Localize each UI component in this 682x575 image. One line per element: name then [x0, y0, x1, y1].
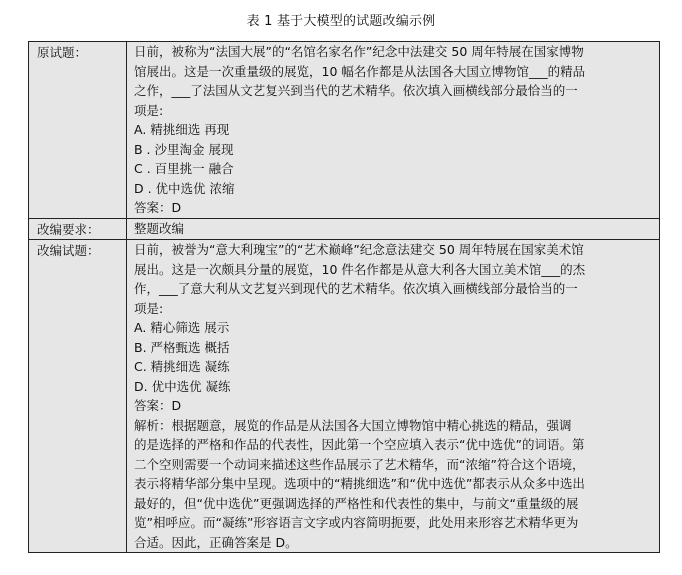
original-line: 项是: [134, 102, 164, 118]
exam-adaptation-table [28, 41, 660, 553]
adapted-line: 日前，被誉为“意大利瑰宝”的“艺术巅峰”纪念意法建交 50 周年特展在国家美术馆 [134, 242, 584, 257]
adapted-line: 项是: [134, 300, 164, 316]
original-line: 日前，被称为“法国大展”的“名馆名家名作”纪念中法建交 50 周年特展在国家博物 [134, 44, 584, 59]
original-answer: 答案：D [134, 200, 182, 215]
adapted-line: 作，___了意大利从文艺复兴到现代的艺术精华。依次填入画横线部分最恰当的一 [134, 281, 578, 296]
adapted-analysis-line: 合适。因此，正确答案是 D。 [134, 534, 298, 550]
original-option-b: B . 沙里淘金 展现 [134, 141, 234, 157]
requirement-label: 改编要求： [37, 221, 100, 237]
table-row-original [29, 42, 660, 219]
adapted-label: 改编试题： [37, 243, 100, 258]
original-line: 之作，___了法国从文艺复兴到当代的艺术精华。依次填入画横线部分最恰当的一 [134, 83, 578, 98]
original-label-cell [29, 42, 127, 219]
adapted-analysis-line: 表示将精华部分集中呈现。选项中的“精挑细选”和“优中选优”都表示从众多中选出 [134, 476, 585, 491]
original-option-a: A. 精挑细选 再现 [134, 122, 230, 137]
requirement-text: 整题改编 [134, 220, 185, 236]
original-option-d: D . 优中选优 浓缩 [134, 180, 235, 196]
adapted-option-c: C. 精挑细选 凝练 [134, 359, 230, 374]
requirement-content-cell [127, 218, 660, 240]
original-line: 馆展出。这是一次重量级的展览，10 幅名作都是从法国各大国立博物馆___的精品 [134, 63, 586, 79]
table-row-adapted [29, 240, 660, 553]
requirement-label-cell [29, 218, 127, 240]
adapted-analysis-line: 二个空则需要一个动词来描述这些作品展示了艺术精华，而“浓缩”符合这个语境， [134, 456, 585, 472]
adapted-option-a: A. 精心筛选 展示 [134, 320, 230, 335]
table-row-requirement [29, 218, 660, 240]
adapted-content-cell [127, 240, 660, 553]
adapted-option-b: B. 严格甄选 概括 [134, 339, 230, 355]
adapted-analysis-line: 解析：根据题意，展览的作品是从法国各大国立博物馆中精心挑选的精品，强调 [134, 417, 572, 433]
adapted-analysis-line: 览”相呼应。而“凝练”形容语言文字或内容简明扼要，此处用来形容艺术精华更为 [134, 515, 579, 530]
adapted-line: 展出。这是一次颇具分量的展览，10 件名作都是从意大利各大国立美术馆___的杰 [134, 261, 586, 277]
adapted-option-d: D. 优中选优 凝练 [134, 378, 231, 394]
adapted-analysis-line: 的是选择的严格和作品的代表性，因此第一个空应填入表示“优中选优”的词语。第 [134, 437, 585, 452]
adapted-analysis-line: 最好的，但“优中选优”更强调选择的严格性和代表性的集中，与前文“重量级的展 [134, 495, 579, 511]
original-label: 原试题： [37, 45, 88, 60]
original-content-cell [127, 42, 660, 219]
adapted-answer: 答案：D [134, 398, 182, 413]
table-caption: 表 1 基于大模型的试题改编示例 [246, 14, 436, 29]
adapted-label-cell [29, 240, 127, 553]
original-option-c: C . 百里挑一 融合 [134, 161, 234, 176]
